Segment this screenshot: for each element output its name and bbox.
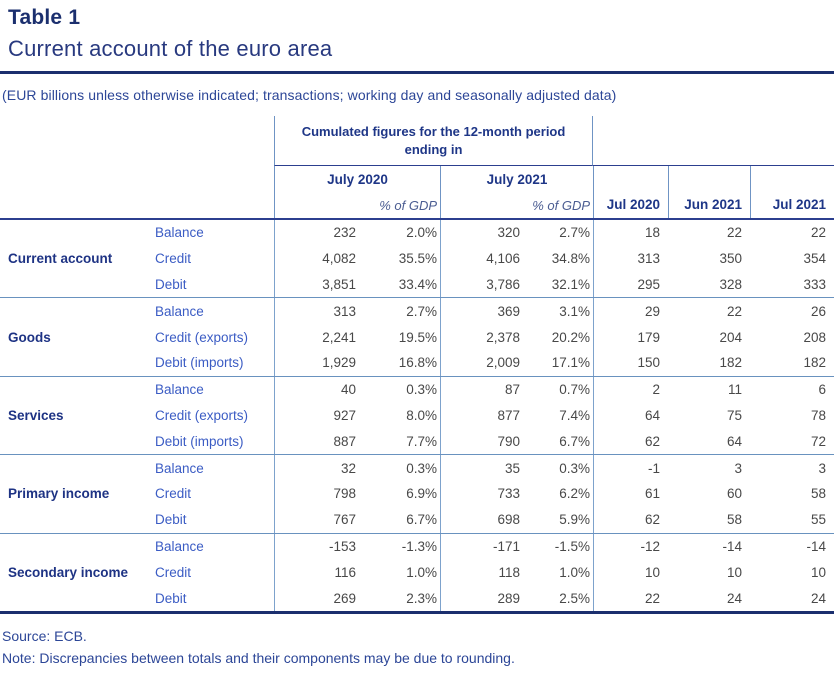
value-cell: 887 — [274, 428, 358, 454]
value-cell: 16.8% — [398, 355, 437, 371]
value-cell: 26 — [810, 303, 826, 319]
value-cell: 313 — [593, 246, 668, 272]
table-group — [0, 454, 834, 532]
column-header-july-2020 — [274, 166, 440, 218]
page — [0, 6, 834, 682]
value-cell: 24 — [810, 590, 826, 606]
value-cell: 22 — [810, 225, 826, 241]
value-cell: 2.5% — [559, 590, 590, 606]
row-label: Credit — [155, 251, 192, 267]
value-cell: 328 — [719, 276, 742, 292]
row-label: Credit — [155, 486, 192, 502]
value-cell: 6.9% — [406, 486, 437, 502]
value-cell: 295 — [593, 272, 668, 298]
table-group — [0, 220, 834, 297]
value-cell: -171 — [440, 534, 523, 560]
value-cell: 179 — [593, 324, 668, 350]
value-cell: 20.2% — [551, 329, 590, 345]
value-cell: 2.7% — [406, 303, 437, 319]
category-label: Primary income — [8, 486, 110, 502]
value-cell: 2.7% — [559, 225, 590, 241]
value-cell: 87 — [440, 377, 523, 403]
value-cell: 3.1% — [559, 303, 590, 319]
value-cell: 61 — [593, 481, 668, 507]
value-cell: 733 — [440, 481, 523, 507]
value-cell: 0.3% — [406, 460, 437, 476]
value-cell: 62 — [593, 428, 668, 454]
value-cell: 58 — [726, 512, 742, 528]
value-cell: 10 — [810, 564, 826, 580]
page-title: Current account of the euro area — [8, 36, 333, 61]
value-cell: 19.5% — [398, 329, 437, 345]
value-cell: 58 — [810, 486, 826, 502]
value-cell: -14 — [806, 538, 826, 554]
value-cell: -1 — [593, 455, 668, 481]
category-label: Goods — [8, 329, 51, 345]
value-cell: 204 — [719, 329, 742, 345]
value-cell: 64 — [593, 403, 668, 429]
value-cell: 35 — [440, 455, 523, 481]
value-cell: 62 — [593, 507, 668, 533]
value-cell: 2.3% — [406, 590, 437, 606]
value-cell: 35.5% — [398, 251, 437, 267]
row-label: Credit — [155, 564, 192, 580]
value-cell: 2.0% — [406, 225, 437, 241]
value-cell: 698 — [440, 507, 523, 533]
table-group — [0, 376, 834, 454]
value-cell: 182 — [719, 355, 742, 371]
value-cell: 40 — [274, 377, 358, 403]
title-rule — [0, 71, 834, 74]
value-cell: 767 — [274, 507, 358, 533]
value-cell: 313 — [274, 298, 358, 324]
row-label: Credit (exports) — [155, 329, 249, 345]
row-label: Balance — [155, 460, 204, 476]
value-cell: 350 — [719, 251, 742, 267]
value-cell: 3,786 — [440, 272, 523, 298]
row-label: Debit (imports) — [155, 355, 244, 371]
table-body — [0, 220, 834, 611]
value-cell: 2,241 — [274, 324, 358, 350]
value-cell: 10 — [726, 564, 742, 580]
value-cell: 877 — [440, 403, 523, 429]
table-group — [0, 297, 834, 375]
row-label: Credit (exports) — [155, 407, 249, 423]
value-cell: -12 — [593, 534, 668, 560]
value-cell: 6 — [818, 382, 826, 398]
value-cell: 10 — [593, 559, 668, 585]
value-cell: 11 — [727, 382, 742, 398]
value-cell: 1,929 — [274, 350, 358, 376]
value-cell: -14 — [722, 538, 742, 554]
value-cell: 3 — [818, 460, 826, 476]
value-cell: 4,082 — [274, 246, 358, 272]
value-cell: 3 — [734, 460, 742, 476]
value-cell: 320 — [440, 220, 523, 246]
value-cell: 2,378 — [440, 324, 523, 350]
value-cell: 6.7% — [406, 512, 437, 528]
value-cell: 269 — [274, 585, 358, 611]
value-cell: 33.4% — [398, 276, 437, 292]
value-cell: 927 — [274, 403, 358, 429]
value-cell: 2 — [593, 377, 668, 403]
value-cell: 354 — [803, 251, 826, 267]
value-cell: 0.7% — [559, 382, 590, 398]
value-cell: -153 — [274, 534, 358, 560]
row-label: Balance — [155, 382, 204, 398]
value-cell: 60 — [726, 486, 742, 502]
value-cell: 7.4% — [559, 407, 590, 423]
value-cell: 34.8% — [551, 251, 590, 267]
category-label: Secondary income — [8, 564, 129, 580]
value-cell: 64 — [726, 433, 742, 449]
percent-of-gdp-label: % of GDP — [532, 198, 590, 213]
value-cell: 1.0% — [406, 564, 437, 580]
value-cell: 6.7% — [559, 433, 590, 449]
value-cell: 116 — [274, 559, 358, 585]
source-line: Source: ECB. — [2, 627, 87, 644]
value-cell: 72 — [810, 433, 826, 449]
value-cell: 798 — [274, 481, 358, 507]
period-label: July 2021 — [486, 172, 548, 187]
value-cell: 2,009 — [440, 350, 523, 376]
value-cell: 18 — [593, 220, 668, 246]
value-cell: -1.3% — [401, 538, 437, 554]
value-cell: 32.1% — [551, 276, 590, 292]
header-spacer-left — [0, 116, 274, 166]
category-label: Services — [8, 407, 64, 423]
value-cell: 32 — [274, 455, 358, 481]
period-label: July 2020 — [327, 172, 388, 187]
column-header-jul-2021: Jul 2021 — [750, 166, 834, 218]
rounding-note: Note: Discrepancies between totals and their components may be due to rounding. — [2, 649, 515, 666]
value-cell: 4,106 — [440, 246, 523, 272]
row-label: Balance — [155, 225, 204, 241]
value-cell: 55 — [810, 512, 826, 528]
value-cell: 7.7% — [406, 433, 437, 449]
value-cell: 6.2% — [559, 486, 590, 502]
value-cell: 182 — [803, 355, 826, 371]
category-label: Current account — [8, 251, 113, 267]
value-cell: 3,851 — [274, 272, 358, 298]
cumulated-period-header: Cumulated figures for the 12-month period ending in — [274, 116, 593, 166]
value-cell: 369 — [440, 298, 523, 324]
value-cell: 17.1% — [551, 355, 590, 371]
value-cell: 150 — [593, 350, 668, 376]
value-cell: 22 — [726, 225, 742, 241]
value-cell: 333 — [803, 276, 826, 292]
value-cell: 29 — [593, 298, 668, 324]
value-cell: 208 — [803, 329, 826, 345]
header-spacer-right — [593, 116, 834, 166]
table-group — [0, 533, 834, 611]
value-cell: 22 — [593, 585, 668, 611]
row-label: Balance — [155, 538, 204, 554]
column-header-jun-2021: Jun 2021 — [668, 166, 750, 218]
value-cell: 78 — [810, 407, 826, 423]
value-cell: 289 — [440, 585, 523, 611]
column-header-jul-2020: Jul 2020 — [593, 166, 668, 218]
column-header-july-2021 — [440, 166, 593, 218]
value-cell: 0.3% — [559, 460, 590, 476]
row-label: Debit — [155, 590, 187, 606]
value-cell: 24 — [726, 590, 742, 606]
units-note: (EUR billions unless otherwise indicated; transactions; working day and seasonally adjusted data) — [2, 87, 617, 103]
value-cell: 790 — [440, 428, 523, 454]
value-cell: 75 — [726, 407, 742, 423]
row-label: Debit — [155, 276, 187, 292]
header-spacer-left-2 — [0, 166, 274, 218]
row-label: Debit (imports) — [155, 433, 244, 449]
value-cell: -1.5% — [554, 538, 590, 554]
value-cell: 22 — [726, 303, 742, 319]
value-cell: 1.0% — [559, 564, 590, 580]
current-account-table — [0, 116, 834, 614]
value-cell: 8.0% — [406, 407, 437, 423]
value-cell: 5.9% — [559, 512, 590, 528]
value-cell: 0.3% — [406, 382, 437, 398]
percent-of-gdp-label: % of GDP — [379, 198, 437, 213]
table-number-title: Table 1 — [8, 6, 81, 29]
row-label: Balance — [155, 303, 204, 319]
row-label: Debit — [155, 512, 187, 528]
table-header — [0, 116, 834, 220]
value-cell: 118 — [440, 559, 523, 585]
value-cell: 232 — [274, 220, 358, 246]
